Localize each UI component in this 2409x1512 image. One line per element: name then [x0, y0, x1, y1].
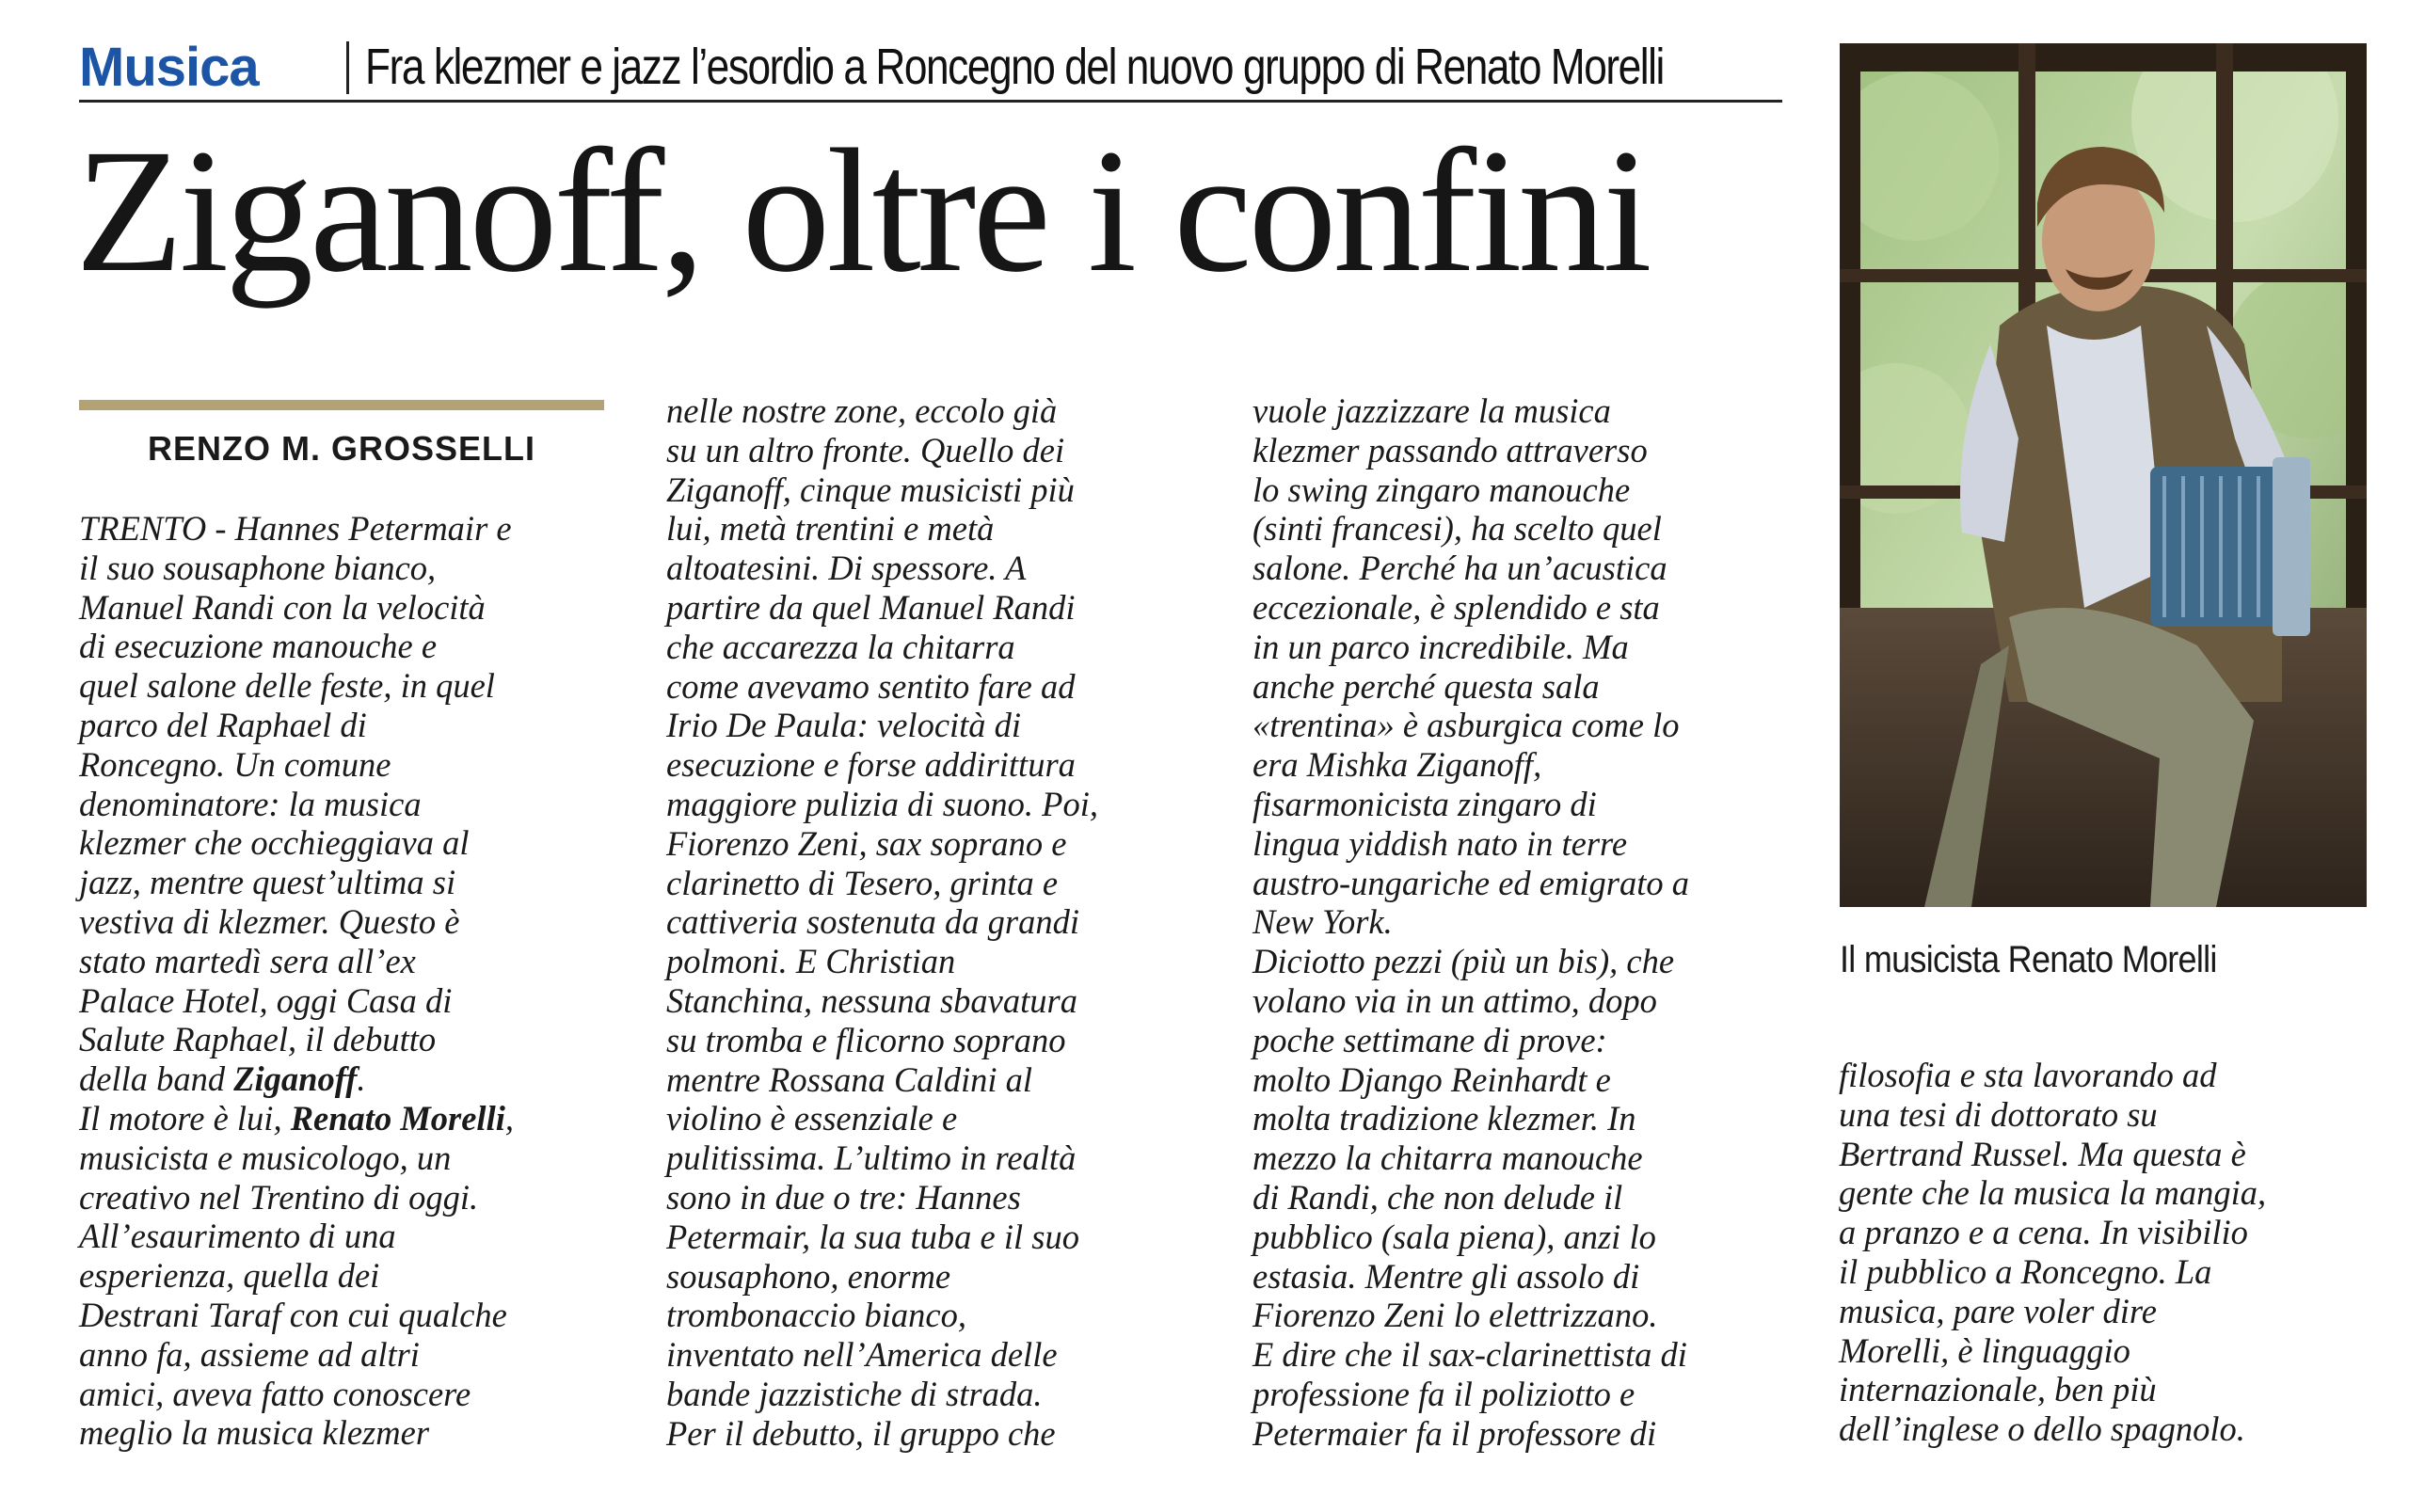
text-line: vestiva di klezmer. Questo è — [79, 901, 460, 941]
text-line: musicista e musicologo, un — [79, 1138, 452, 1177]
text-line: pubblico (sala piena), anzi lo — [1252, 1217, 1656, 1256]
article-column-4 — [1839, 1056, 2266, 1449]
text-line: jazz, mentre quest’ultima si — [79, 863, 456, 902]
text-line: mentre Rossana Caldini al — [666, 1059, 1032, 1099]
text-line: polmoni. E Christian — [666, 942, 956, 981]
text-line: lingua yiddish nato in terre — [1252, 823, 1628, 863]
text-line: anno fa, assieme ad altri — [79, 1334, 420, 1374]
text-line: musica, pare voler dire — [1839, 1291, 2157, 1330]
text-line: amici, aveva fatto conoscere — [79, 1374, 471, 1413]
person-name-bold: Renato Morelli — [290, 1098, 505, 1138]
text-line: Per il debutto, il gruppo che — [666, 1413, 1056, 1453]
text-line: molto Django Reinhardt e — [1252, 1059, 1611, 1099]
text-line: quel salone delle feste, in quel — [79, 666, 495, 706]
musician-with-accordion-photo-icon — [1840, 43, 2367, 907]
text-line: estasia. Mentre gli assolo di — [1252, 1256, 1640, 1296]
band-name-bold: Ziganoff — [233, 1059, 358, 1099]
text-line: una tesi di dottorato su — [1839, 1094, 2158, 1134]
text-line: esecuzione e forse addirittura — [666, 745, 1076, 785]
text-line: Ziganoff, cinque musicisti più — [666, 470, 1075, 509]
text-line: dell’inglese o dello spagnolo. — [1839, 1409, 2245, 1449]
text-line: filosofia e sta lavorando ad — [1839, 1056, 2217, 1094]
text-run: della band — [79, 1059, 234, 1099]
text-line: eccezionale, è splendido e sta — [1252, 587, 1660, 627]
text-line: All’esaurimento di una — [79, 1217, 396, 1256]
text-line: molta tradizione klezmer. In — [1252, 1099, 1636, 1138]
text-line: cattiveria sostenuta da grandi — [666, 902, 1079, 942]
text-line: come avevamo sentito fare ad — [666, 666, 1076, 706]
text-line: clarinetto di Tesero, grinta e — [666, 863, 1059, 902]
text-line: volano via in un attimo, dopo — [1252, 980, 1657, 1020]
text-run: Il motore è lui, — [79, 1098, 291, 1138]
musician-photo — [1840, 43, 2367, 907]
text-line: klezmer passando attraverso — [1252, 430, 1648, 470]
text-line: Petermaier fa il professore di — [1252, 1413, 1657, 1453]
text-line: lo swing zingaro manouche — [1252, 470, 1631, 509]
text-line: lui, metà trentini e metà — [666, 509, 995, 549]
text-line: Fiorenzo Zeni, sax soprano e — [666, 823, 1067, 863]
text-line: meglio la musica klezmer — [79, 1413, 430, 1453]
text-line: che accarezza la chitarra — [666, 627, 1015, 666]
text-line: Fiorenzo Zeni lo elettrizzano. — [1252, 1296, 1658, 1335]
text-line: anche perché questa sala — [1252, 666, 1600, 706]
text-run: . — [357, 1059, 366, 1099]
article-column-1 — [79, 509, 514, 1453]
text-line: Morelli, è linguaggio — [1839, 1330, 2130, 1370]
text-line: pulitissima. L’ultimo in realtà — [666, 1138, 1077, 1178]
text-line: Salute Raphael, il debutto — [79, 1020, 437, 1059]
text-line: austro-ungariche ed emigrato a — [1252, 863, 1689, 902]
article-kicker — [79, 32, 1782, 103]
byline-rule — [79, 400, 604, 410]
text-line: stato martedì sera all’ex — [79, 941, 416, 980]
text-line: di esecuzione manouche e — [79, 627, 438, 666]
text-line: il suo sousaphone bianco, — [79, 548, 437, 587]
text-line: parco del Raphael di — [79, 705, 367, 744]
text-line: sono in due o tre: Hannes — [666, 1177, 1021, 1217]
text-line: su tromba e flicorno soprano — [666, 1020, 1066, 1059]
text-line: su un altro fronte. Quello dei — [666, 430, 1065, 470]
text-line: gente che la musica la mangia, — [1839, 1173, 2267, 1213]
text-line: Bertrand Russel. Ma questa è — [1839, 1134, 2246, 1173]
article-column-2 — [666, 391, 1098, 1454]
text-run: , — [504, 1098, 514, 1138]
text-line: (sinti francesi), ha scelto quel — [1252, 509, 1662, 549]
text-line: in un parco incredibile. Ma — [1252, 627, 1629, 666]
text-line: creativo nel Trentino di oggi. — [79, 1177, 479, 1217]
text-line: Manuel Randi con la velocità — [79, 587, 486, 627]
text-line: maggiore pulizia di suono. Poi, — [666, 784, 1098, 823]
text-line: TRENTO - Hannes Petermair e — [79, 509, 512, 548]
text-line: Diciotto pezzi (più un bis), che — [1252, 942, 1675, 981]
text-line — [79, 1059, 514, 1099]
text-line: inventato nell’America delle — [666, 1335, 1058, 1375]
text-line: Petermair, la sua tuba e il suo — [666, 1217, 1079, 1256]
text-line: violino è essenziale e — [666, 1099, 958, 1138]
text-line: esperienza, quella dei — [79, 1256, 380, 1296]
article-column-3 — [1252, 391, 1689, 1454]
text-line: nelle nostre zone, eccolo già — [666, 391, 1058, 430]
text-line: Destrani Taraf con cui qualche — [79, 1295, 507, 1334]
photo-caption: Il musicista Renato Morelli — [1840, 939, 2217, 980]
text-line: fisarmonicista zingaro di — [1252, 784, 1597, 823]
text-line: sousaphono, enorme — [666, 1256, 951, 1296]
text-line: internazionale, ben più — [1839, 1370, 2157, 1409]
text-line: partire da quel Manuel Randi — [666, 587, 1076, 627]
text-line: a pranzo e a cena. In visibilio — [1839, 1213, 2248, 1252]
text-line: di Randi, che non delude il — [1252, 1177, 1623, 1217]
text-line: Palace Hotel, oggi Casa di — [79, 980, 453, 1020]
text-line — [79, 1099, 514, 1138]
text-line: altoatesini. Di spessore. A — [666, 549, 1027, 588]
text-line: era Mishka Ziganoff, — [1252, 745, 1542, 785]
text-line: Irio De Paula: velocità di — [666, 706, 1022, 745]
text-line: il pubblico a Roncegno. La — [1839, 1251, 2212, 1291]
text-line: «trentina» è asburgica come lo — [1252, 706, 1680, 745]
text-line: bande jazzistiche di strada. — [666, 1374, 1043, 1413]
kicker-summary: Fra klezmer e jazz l’esordio a Roncegno del nuovo gruppo di Renato Morelli — [365, 39, 1664, 95]
section-label: Musica — [79, 37, 259, 98]
text-line: E dire che il sax-clarinettista di — [1252, 1335, 1687, 1375]
text-line: vuole jazzizzare la musica — [1252, 391, 1611, 430]
text-line: salone. Perché ha un’acustica — [1252, 549, 1667, 588]
text-line: Stanchina, nessuna sbavatura — [666, 980, 1077, 1020]
text-line: New York. — [1252, 902, 1393, 942]
text-line: klezmer che occhieggiava al — [79, 823, 470, 863]
text-line: Roncegno. Un comune — [79, 744, 391, 784]
text-line: professione fa il poliziotto e — [1252, 1374, 1635, 1413]
text-line: denominatore: la musica — [79, 784, 422, 823]
text-line: trombonaccio bianco, — [666, 1296, 966, 1335]
kicker-divider — [346, 41, 349, 94]
headline: Ziganoff, oltre i confini — [75, 112, 1649, 309]
text-line: mezzo la chitarra manouche — [1252, 1138, 1643, 1178]
text-line: poche settimane di prove: — [1252, 1020, 1607, 1059]
byline: RENZO M. GROSSELLI — [147, 429, 535, 468]
